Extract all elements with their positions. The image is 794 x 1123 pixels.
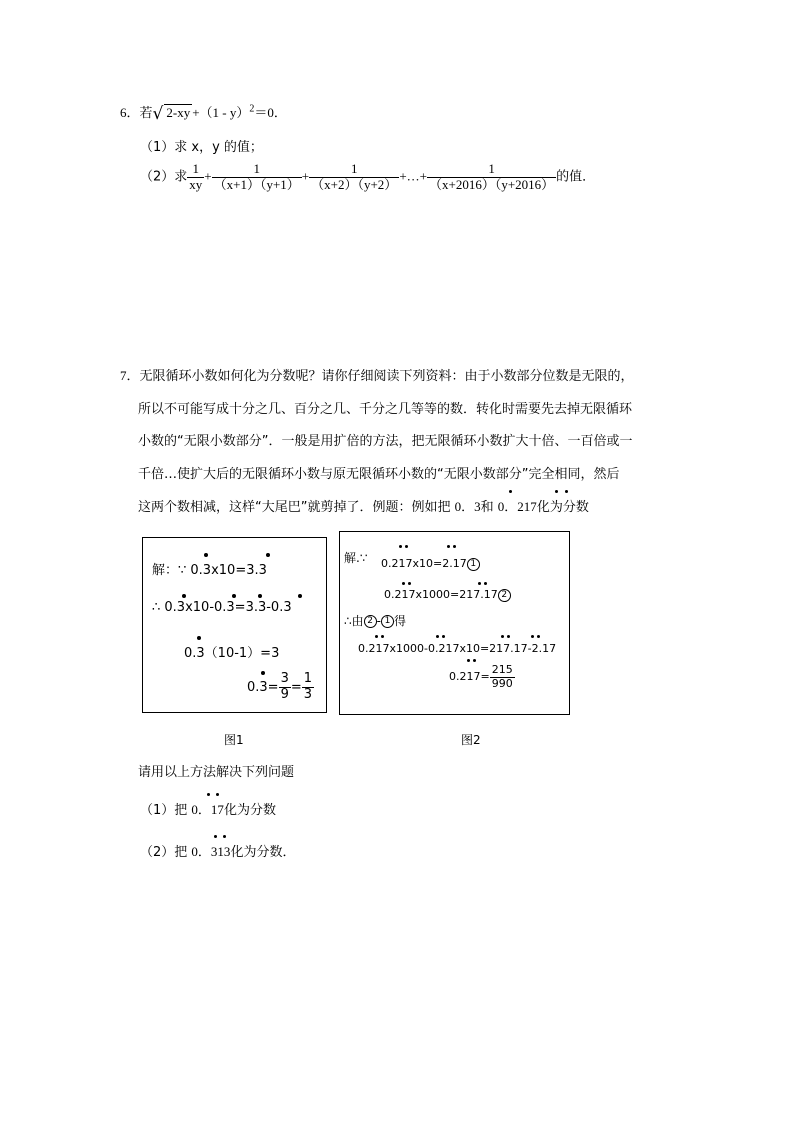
q6-line <box>120 102 287 122</box>
q6-term2-num: 1 <box>253 161 260 176</box>
fig2-line4: 0.217x1000-0.217x10=217.17-2.17 <box>358 642 557 655</box>
fig2-frac-num: 215 <box>491 663 513 676</box>
fig2-line1 <box>344 549 367 566</box>
repeat-dot-icon <box>214 835 217 838</box>
fig1-line4 <box>247 672 314 703</box>
repeat-dot-icon <box>509 490 512 493</box>
q6-term3-den: （x+2）（y+2） <box>311 176 398 192</box>
q6-term4-num: 1 <box>488 161 495 176</box>
q6-term2-den: （x+1）（y+1） <box>213 176 300 192</box>
q7-line4: 千倍…使扩大后的无限循环小数与原无限循环小数的“无限小数部分”完全相同，然后 <box>138 467 620 482</box>
repeat-dot-icon <box>261 671 265 675</box>
repeat-dot-icon <box>204 553 208 557</box>
q7-problem2-lead: （2）把 <box>140 845 188 860</box>
repeat-dot-icon <box>453 545 456 548</box>
plus-sign: + <box>301 168 310 184</box>
q7-problem2-tail: 化为分数． <box>230 845 296 860</box>
circled-number-2: 2 <box>364 615 377 628</box>
fig2-line3-minus: - <box>376 614 381 628</box>
repeat-dot-icon <box>402 582 405 585</box>
repeat-dot-icon <box>405 545 408 548</box>
repeat-dot-icon <box>232 594 236 598</box>
fig1-caption: 图1 <box>224 733 244 747</box>
q7-line2: 所以不可能写成十分之几、百分之几、千分之几等等的数．转化时需要先去掉无限循环 <box>138 402 633 417</box>
q6-part2-tail: 的值． <box>556 169 596 185</box>
fig2-line5 <box>449 664 515 690</box>
repeat-dot-icon <box>555 490 558 493</box>
repeat-dot-icon <box>182 594 186 598</box>
q6-term1-num: 1 <box>192 161 200 176</box>
repeat-dot-icon <box>197 636 201 640</box>
repeat-dot-icon <box>375 635 378 638</box>
q7-line1-text: 无限循环小数如何化为分数呢？请你仔细阅读下列资料：由于小数部分位数是无限的， <box>139 369 634 384</box>
q7-line5-text: 这两个数相减，这样“大尾巴”就剪掉了．例题：例如把 <box>138 500 451 515</box>
q6-number: 6． <box>120 105 140 120</box>
q7-problem1-tail: 化为分数 <box>223 803 276 818</box>
q6-part2-lead: （2）求 <box>140 169 188 185</box>
fig2-line3 <box>344 612 406 629</box>
q6-eq: ＝0． <box>254 105 287 120</box>
fig2-line1-text: 0.217x10=2.17 <box>381 557 467 570</box>
example-number-2: 0．217 <box>497 499 537 514</box>
repeat-dot-icon <box>298 594 302 598</box>
q6-radicand: 2-xy <box>166 105 191 120</box>
q6-term1-den: xy <box>189 176 203 192</box>
q7-instruction: 请用以上方法解决下列问题 <box>138 765 295 780</box>
repeat-dot-icon <box>467 659 470 662</box>
example-number-1: 0．3 <box>454 499 481 514</box>
q6-term1 <box>187 162 204 193</box>
fig1-frac1 <box>279 672 291 703</box>
problem1-number: 0．17 <box>191 802 224 817</box>
fig2-line2 <box>384 588 511 602</box>
q7-problem2 <box>140 841 295 860</box>
fig2-line3-lead: ∴由 <box>344 614 364 628</box>
fig2-frac-den: 990 <box>491 676 513 690</box>
repeat-dot-icon <box>207 793 210 796</box>
repeat-dot-icon <box>565 490 568 493</box>
repeat-dot-icon <box>478 582 481 585</box>
repeat-dot-icon <box>473 659 476 662</box>
fig2-line3-tail: 得 <box>393 614 406 628</box>
q7-line5-tail: 化为分数 <box>536 500 589 515</box>
fig2-caption: 图2 <box>461 733 481 747</box>
fig1-frac1-den: 9 <box>280 686 289 702</box>
fig1-frac2-den: 3 <box>303 686 313 702</box>
q6-term3-num: 1 <box>350 161 358 176</box>
fig1-eq: = <box>290 679 302 695</box>
sqrt-sign-icon: √ <box>152 104 164 124</box>
q6-term4-den: （x+2016）（y+2016） <box>428 176 555 192</box>
fig2-line1-lead: 解.∵ <box>344 551 368 565</box>
repeat-dot-icon <box>507 635 510 638</box>
q7-line5-and: 和 <box>480 500 494 515</box>
repeat-dot-icon <box>447 545 450 548</box>
fig1-line4-lead: 0.3= <box>247 679 279 695</box>
repeat-dot-icon <box>399 545 402 548</box>
repeat-dot-icon <box>381 635 384 638</box>
repeat-dot-icon <box>531 635 534 638</box>
repeat-dot-icon <box>216 793 219 796</box>
q7-problem1-lead: （1）把 <box>140 803 188 818</box>
ellipsis: +…+ <box>399 168 427 184</box>
circled-number-1: 1 <box>381 615 394 628</box>
q6-lead: 若 <box>139 106 153 121</box>
q7-line1 <box>120 365 634 384</box>
repeat-dot-icon <box>484 582 487 585</box>
fig1-line2: ∴ 0.3x10-0.3=3.3-0.3 <box>152 600 292 615</box>
fig2-frac <box>490 664 515 690</box>
q7-problem1 <box>140 799 276 818</box>
q7-line5 <box>138 496 589 515</box>
repeat-dot-icon <box>258 594 262 598</box>
fig1-line3: 0.3（10-1）=3 <box>184 646 280 661</box>
fig2-line2-text: 0.217x1000=217.17 <box>384 588 498 601</box>
q6-exponent: 2 <box>249 103 255 115</box>
plus-sign: + <box>204 168 212 184</box>
fig1-frac2-num: 1 <box>303 671 313 686</box>
fig2-line1b <box>381 557 480 571</box>
repeat-dot-icon <box>408 582 411 585</box>
repeat-dot-icon <box>442 635 445 638</box>
repeat-dot-icon <box>501 635 504 638</box>
q6-part2 <box>140 162 595 193</box>
circled-number-2: 2 <box>498 589 511 602</box>
q7-number: 7． <box>120 368 140 383</box>
q7-line3: 小数的“无限小数部分”．一般是用扩倍的方法，把无限循环小数扩大十倍、一百倍或一 <box>138 434 633 449</box>
fig1-frac2 <box>302 672 314 703</box>
q6-term4 <box>427 162 556 193</box>
circled-number-1: 1 <box>467 558 480 571</box>
q6-term2 <box>212 162 302 193</box>
repeat-dot-icon <box>436 635 439 638</box>
fig1-line1: 解：∵ 0.3x10=3.3 <box>152 563 267 578</box>
repeat-dot-icon <box>537 635 540 638</box>
problem2-number: 0．313 <box>191 844 231 859</box>
q6-term3 <box>309 162 399 193</box>
fig1-frac1-num: 3 <box>280 671 289 686</box>
fig2-line5-lead: 0.217= <box>449 670 490 684</box>
repeat-dot-icon <box>266 553 270 557</box>
q6-part1: （1）求 x，y 的值； <box>140 140 263 155</box>
q6-plus-paren: +（1 - y） <box>192 105 250 120</box>
repeat-dot-icon <box>223 835 226 838</box>
